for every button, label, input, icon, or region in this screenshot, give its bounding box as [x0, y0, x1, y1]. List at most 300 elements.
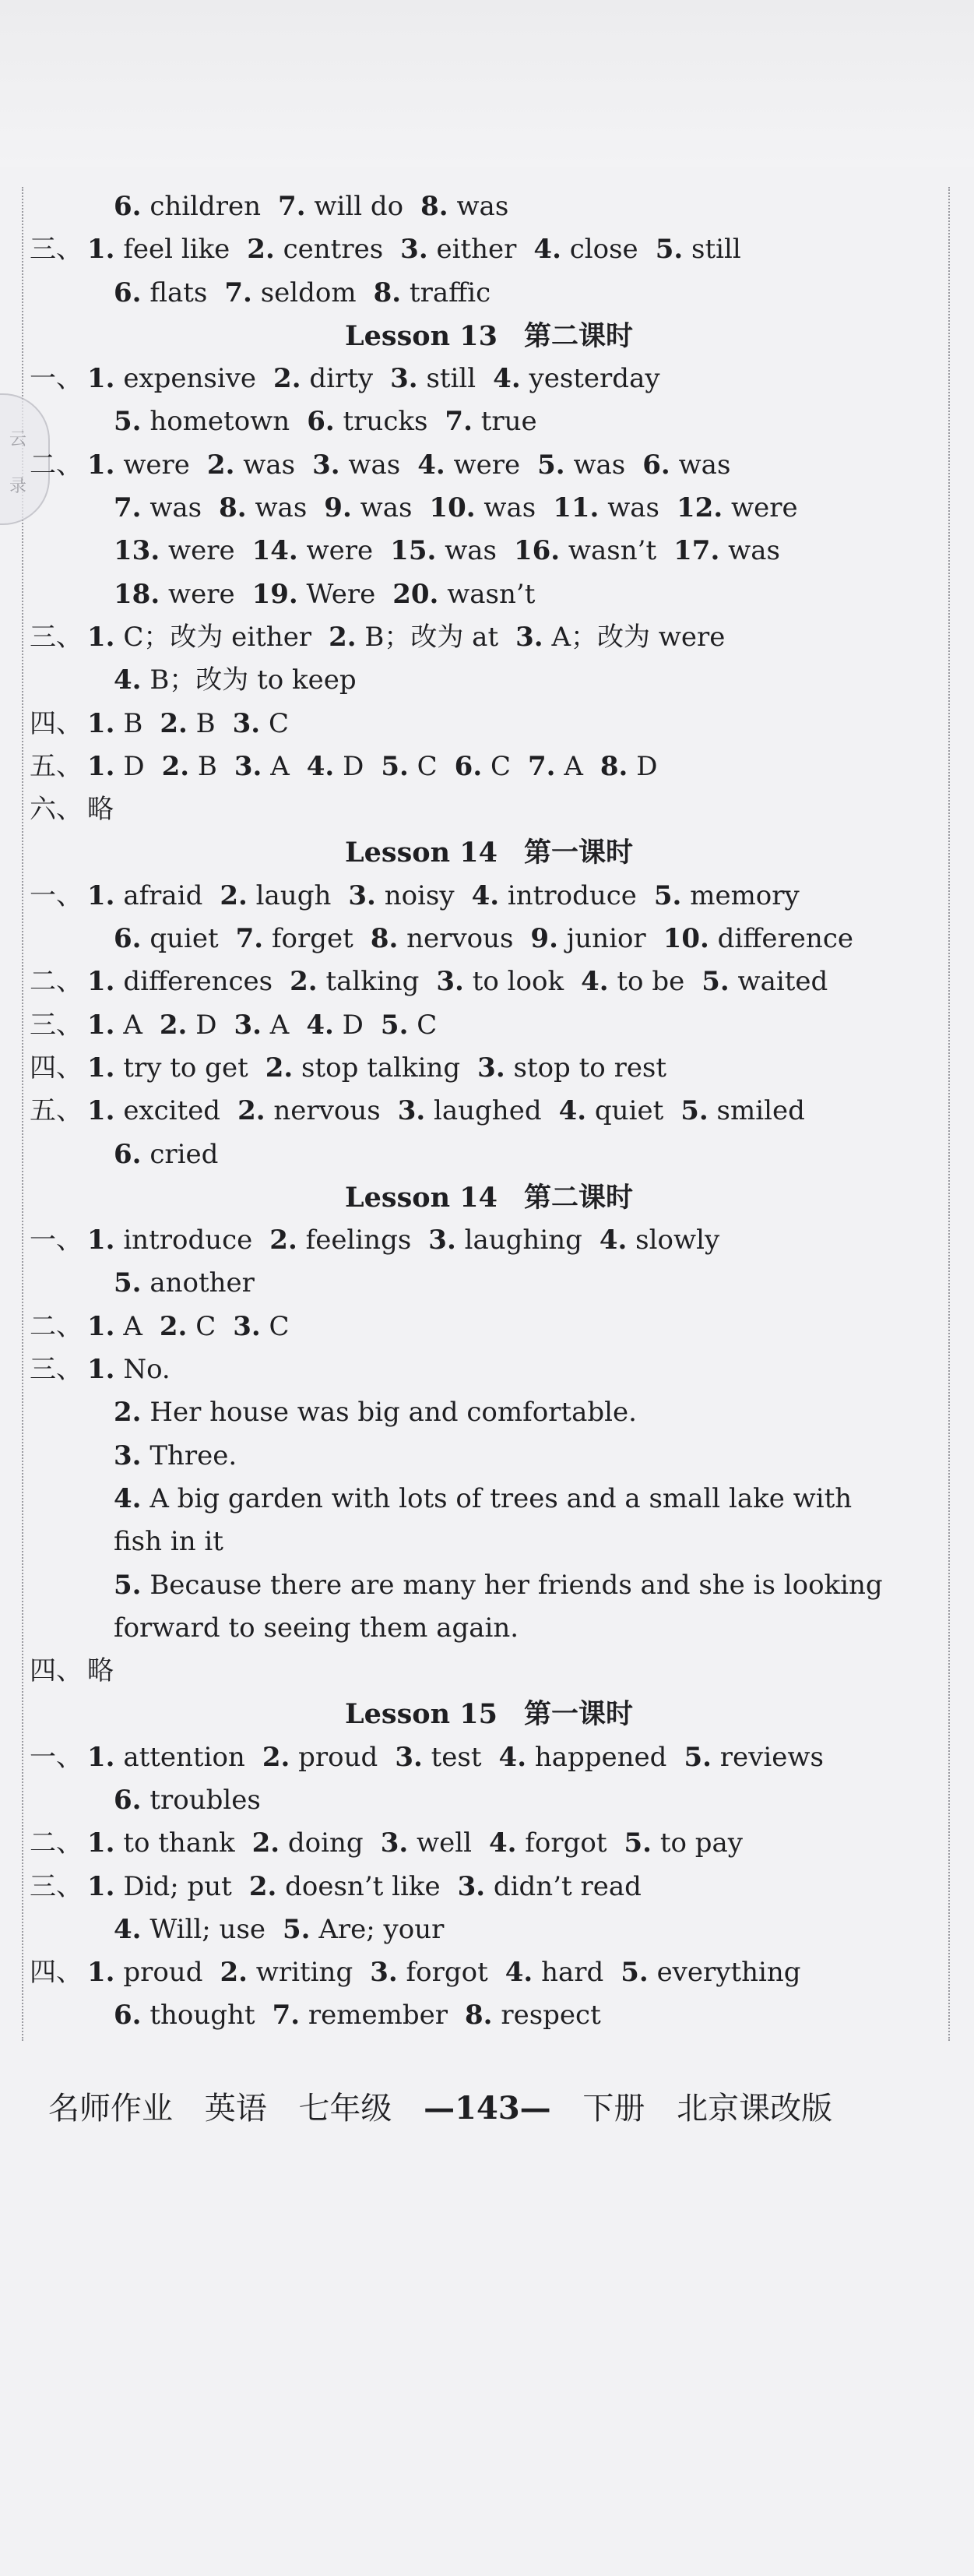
question-number: 1. [87, 363, 115, 395]
section-label: 一、 [30, 1741, 83, 1773]
answer-text: to pay [659, 1827, 744, 1859]
answer-text: 略 [87, 794, 114, 826]
answer-line [30, 400, 948, 443]
question-number: 3. [370, 1957, 398, 1989]
answer-text: D [342, 1009, 364, 1041]
answer-text: wasn’t [447, 578, 536, 610]
question-number: 2. [265, 1052, 294, 1084]
answer-line [30, 530, 948, 573]
question-number: 10. [429, 492, 476, 524]
question-number: 1. [87, 1052, 115, 1084]
answer-text: Because there are many her friends and she is looking [149, 1569, 883, 1601]
answer-text: differences [123, 966, 273, 998]
answer-text: A [123, 1310, 142, 1342]
answer-item [87, 1348, 171, 1391]
answer-line [30, 573, 948, 616]
question-number: 14. [251, 535, 298, 567]
answer-text: Did; put [123, 1870, 232, 1902]
page-number: —143— [424, 2090, 551, 2127]
answer-item [87, 1047, 248, 1090]
answer-text: forget [271, 923, 353, 955]
question-number: 8. [370, 923, 399, 955]
answer-item [87, 1822, 235, 1865]
answer-text: was [360, 492, 413, 524]
answer-text: stop talking [301, 1052, 461, 1084]
answer-text: was [243, 449, 296, 481]
answer-text: happened [534, 1741, 667, 1773]
answer-item [265, 1047, 460, 1090]
answer-text: writing [255, 1957, 353, 1989]
answer-line [30, 272, 948, 315]
question-number: 2. [262, 1741, 290, 1773]
answer-item [663, 918, 853, 960]
question-number: 3. [348, 879, 376, 911]
answer-item [428, 1219, 582, 1262]
answer-item [114, 1779, 261, 1822]
answer-text: cried [149, 1138, 219, 1170]
answer-item [370, 1951, 488, 1994]
answer-text: well [417, 1827, 472, 1859]
answer-item [114, 1994, 255, 2037]
answer-item [114, 530, 235, 573]
answer-item [420, 185, 508, 228]
question-number: 2. [329, 621, 357, 653]
answer-line [30, 1219, 948, 1262]
question-number: 2. [206, 449, 235, 481]
answer-item [324, 487, 412, 530]
question-number: 6. [114, 1138, 142, 1170]
question-number: 9. [324, 492, 352, 524]
answer-text: try to get [123, 1052, 248, 1084]
answer-item [306, 1004, 364, 1047]
answer-item [87, 358, 256, 400]
answer-text: Three. [149, 1440, 237, 1471]
answer-item [489, 1822, 607, 1865]
answer-item [701, 960, 828, 1003]
answer-item [114, 1435, 237, 1478]
question-number: 3. [428, 1225, 456, 1256]
answer-text: didn’t read [493, 1870, 642, 1902]
answer-text: laugh [255, 879, 332, 911]
question-number: 2. [248, 1870, 277, 1902]
answer-text: attention [123, 1741, 245, 1773]
answer-text: A [269, 1009, 290, 1041]
question-number: 6. [454, 750, 483, 782]
answer-line [30, 1348, 948, 1391]
answer-line [30, 659, 948, 702]
answer-item [87, 1951, 202, 1994]
answer-text: either [436, 234, 517, 266]
answer-item [87, 1306, 142, 1348]
question-number: 1. [87, 750, 115, 782]
question-number: 4. [493, 363, 521, 395]
answer-item [87, 1090, 220, 1133]
answer-item [381, 1004, 437, 1047]
question-number: 2. [114, 1397, 142, 1429]
question-number: 3. [400, 234, 428, 266]
answer-item [114, 1478, 852, 1521]
answer-item [114, 185, 261, 228]
question-number: 1. [87, 879, 115, 911]
answer-line [30, 960, 948, 1003]
section-label: 四、 [30, 1957, 83, 1989]
question-number: 5. [624, 1827, 652, 1859]
answer-line [30, 1133, 948, 1176]
question-number: 6. [307, 406, 335, 438]
answer-text: forgot [525, 1827, 607, 1859]
question-number: 3. [234, 750, 262, 782]
answer-text: trucks [343, 406, 428, 438]
answer-text: yesterday [529, 363, 660, 395]
answer-text: D [195, 1009, 217, 1041]
answer-text: excited [123, 1095, 221, 1127]
answer-item [515, 616, 725, 659]
answer-text: true [480, 406, 537, 438]
page-footer [48, 2084, 832, 2128]
answer-text: was [445, 535, 497, 567]
question-number: 4. [498, 1741, 527, 1773]
lesson-title: Lesson 14 [345, 837, 498, 869]
question-number: 2. [159, 1009, 188, 1041]
lesson-section: 第二课时 [523, 319, 633, 352]
answer-item [273, 358, 373, 400]
question-number: 4. [417, 449, 445, 481]
answer-text: C [490, 750, 511, 782]
answer-text: were [730, 492, 798, 524]
answer-text: respect [501, 2000, 601, 2032]
question-number: 2. [290, 966, 318, 998]
answer-item [381, 745, 437, 788]
answer-item [654, 875, 800, 918]
section-label: 二、 [30, 449, 83, 481]
answer-item [220, 1951, 353, 1994]
section-label: 一、 [30, 363, 83, 395]
question-number: 5. [537, 449, 565, 481]
answer-item [87, 228, 230, 271]
question-number: 10. [663, 923, 709, 955]
answer-item [234, 1004, 289, 1047]
answer-line [30, 1564, 948, 1607]
answer-item [269, 1219, 411, 1262]
answer-line [30, 875, 948, 918]
question-number: 1. [87, 966, 115, 998]
stamp-char: 录 [9, 477, 27, 496]
answer-item [114, 1521, 223, 1563]
question-number: 1. [87, 1225, 115, 1256]
question-number: 7. [224, 277, 252, 308]
question-number: 2. [160, 707, 188, 739]
answer-line [30, 1521, 948, 1563]
answer-text: another [149, 1267, 255, 1299]
question-number: 3. [436, 966, 464, 998]
answer-item [114, 487, 202, 530]
section-label: 四、 [30, 1655, 83, 1687]
question-number: 5. [653, 879, 682, 911]
answer-item [477, 1047, 666, 1090]
question-number: 4. [471, 879, 500, 911]
answer-text: introduce [123, 1225, 253, 1256]
answer-text: to be [617, 966, 685, 998]
answer-text: dirty [309, 363, 374, 395]
question-number: 6. [114, 191, 142, 222]
lesson-section: 第二课时 [523, 1181, 633, 1214]
question-number: 5. [283, 1913, 311, 1945]
answer-line [30, 1908, 948, 1951]
question-number: 3. [477, 1052, 505, 1084]
section-label: 四、 [30, 707, 83, 739]
question-number: 4. [306, 750, 335, 782]
question-number: 3. [397, 1095, 426, 1127]
answer-item [395, 1736, 481, 1779]
answer-text: D [636, 750, 658, 782]
question-number: 4. [114, 1913, 142, 1945]
answer-text: quiet [149, 923, 219, 955]
question-number: 2. [237, 1095, 265, 1127]
question-number: 19. [251, 578, 298, 610]
question-number: 4. [114, 664, 142, 696]
question-number: 9. [530, 923, 558, 955]
question-number: 6. [642, 449, 670, 481]
question-number: 2. [273, 363, 301, 395]
section-label: 一、 [30, 1225, 83, 1256]
answer-text: was [573, 449, 626, 481]
answer-text: smiled [716, 1095, 805, 1127]
answer-text: slowly [635, 1225, 720, 1256]
question-number: 12. [677, 492, 723, 524]
question-number: 8. [600, 750, 628, 782]
question-number: 5. [680, 1095, 709, 1127]
answer-item [581, 960, 684, 1003]
question-number: 8. [465, 2000, 493, 2032]
answer-text: C [417, 750, 438, 782]
answer-text: feel like [123, 234, 230, 266]
answer-item [533, 228, 638, 271]
answer-text: proud [123, 1957, 203, 1989]
footer-book: 名师作业 [48, 2091, 173, 2127]
question-number: 5. [684, 1741, 712, 1773]
answer-item [312, 444, 400, 487]
answer-item [680, 1090, 805, 1133]
answer-content [30, 185, 948, 2038]
question-number: 8. [219, 492, 247, 524]
answer-text: afraid [123, 879, 203, 911]
answer-item [87, 616, 311, 659]
answer-item [87, 1650, 114, 1693]
question-number: 6. [114, 1784, 142, 1816]
answer-text: C [268, 707, 289, 739]
question-number: 2. [220, 1957, 248, 1989]
question-number: 7. [114, 492, 142, 524]
question-number: 4. [306, 1009, 334, 1041]
answer-line [30, 358, 948, 400]
question-number: 7. [235, 923, 264, 955]
answer-line [30, 228, 948, 271]
question-number: 4. [599, 1225, 628, 1256]
answer-text: hometown [149, 406, 290, 438]
answer-item [417, 444, 520, 487]
answer-item [553, 487, 659, 530]
answer-line [30, 918, 948, 960]
answer-item [233, 1306, 289, 1348]
answer-text: still [426, 363, 476, 395]
section-label: 二、 [30, 1827, 83, 1859]
question-number: 1. [87, 1827, 115, 1859]
answer-text: C [417, 1009, 438, 1041]
question-number: 3. [457, 1870, 486, 1902]
answer-item [677, 487, 798, 530]
footer-edition: 北京课改版 [677, 2091, 833, 2127]
answer-text: children [149, 191, 262, 222]
answer-text: No. [123, 1354, 171, 1386]
answer-item [220, 875, 331, 918]
question-number: 7. [445, 406, 473, 438]
answer-item [114, 1133, 218, 1176]
question-number: 4. [488, 1827, 517, 1859]
answer-line [30, 1779, 948, 1822]
answer-item [307, 745, 364, 788]
answer-text: to look [472, 966, 564, 998]
answer-item [114, 659, 357, 702]
answer-text: forward to seeing them again. [114, 1612, 519, 1644]
question-number: 7. [278, 191, 306, 222]
question-number: 17. [673, 535, 720, 567]
answer-item [600, 745, 658, 788]
answer-item [559, 1090, 664, 1133]
section-label: 六、 [30, 794, 83, 826]
question-number: 6. [114, 923, 142, 955]
answer-text: thought [149, 2000, 255, 2032]
question-number: 2. [247, 234, 275, 266]
question-number: 1. [87, 707, 115, 739]
answer-text: A big garden with lots of trees and a small lake with [149, 1482, 853, 1514]
question-number: 6. [114, 277, 142, 308]
answer-item [87, 1004, 142, 1047]
answer-text: doing [287, 1827, 364, 1859]
question-number: 5. [114, 406, 142, 438]
answer-text: B [197, 750, 217, 782]
section-label: 二、 [30, 966, 83, 998]
question-number: 3. [380, 1827, 409, 1859]
answer-item [537, 444, 625, 487]
answer-text: centres [283, 234, 384, 266]
answer-item [162, 745, 217, 788]
answer-text: will do [314, 191, 404, 222]
answer-item [278, 185, 403, 228]
question-number: 3. [515, 621, 543, 653]
answer-text: close [569, 234, 638, 266]
answer-item [114, 1564, 883, 1607]
answer-text: was [607, 492, 660, 524]
answer-line [30, 1994, 948, 2037]
question-number: 5. [381, 750, 409, 782]
answer-item [493, 358, 659, 400]
answer-item [600, 1219, 719, 1262]
answer-line [30, 745, 948, 788]
answer-text: were [453, 449, 521, 481]
answer-line [30, 703, 948, 745]
section-label: 三、 [30, 1354, 83, 1386]
answer-line [30, 1047, 948, 1090]
answer-text: Her house was big and comfortable. [149, 1397, 637, 1429]
answer-line [30, 1090, 948, 1133]
answer-line [30, 1004, 948, 1047]
question-number: 5. [114, 1267, 142, 1299]
answer-item [252, 1822, 364, 1865]
answer-item [247, 228, 383, 271]
answer-line [30, 1391, 948, 1434]
answer-item [398, 1090, 542, 1133]
question-number: 1. [87, 1354, 115, 1386]
section-label: 三、 [30, 1009, 83, 1041]
answer-text: reviews [719, 1741, 824, 1773]
answer-item [252, 530, 374, 573]
answer-text: nervous [406, 923, 514, 955]
answer-item [273, 1994, 448, 2037]
question-number: 5. [114, 1569, 142, 1601]
question-number: 1. [87, 1741, 115, 1773]
answer-line [30, 1736, 948, 1779]
answer-item [455, 745, 511, 788]
answer-text: Will; use [149, 1913, 266, 1945]
answer-text: still [691, 234, 741, 266]
answer-item [642, 444, 730, 487]
answer-text: noisy [384, 879, 455, 911]
answer-text: difference [717, 923, 853, 955]
question-number: 3. [395, 1741, 423, 1773]
section-label: 二、 [30, 1310, 83, 1342]
answer-text: A [270, 750, 290, 782]
answer-text: A [564, 750, 583, 782]
question-number: 3. [234, 1009, 262, 1041]
page-top-blank [0, 0, 974, 167]
question-number: 2. [251, 1827, 280, 1859]
answer-text: B [123, 707, 143, 739]
answer-item [160, 1306, 216, 1348]
answer-item [219, 487, 307, 530]
answer-item [499, 1736, 667, 1779]
answer-item [87, 1736, 245, 1779]
question-number: 4. [533, 234, 561, 266]
answer-item [307, 400, 427, 443]
lesson-heading [30, 315, 948, 358]
answer-item [429, 487, 536, 530]
answer-text: fish in it [114, 1526, 223, 1558]
answer-text: A；改为 were [551, 621, 726, 653]
answer-item [233, 703, 289, 745]
answer-text: forgot [406, 1957, 488, 1989]
answer-text: expensive [123, 363, 257, 395]
answer-item [390, 530, 497, 573]
section-label: 一、 [30, 879, 83, 911]
answer-item [236, 918, 353, 960]
section-label: 三、 [30, 234, 83, 266]
question-number: 4. [581, 966, 609, 998]
answer-line [30, 1951, 948, 1994]
question-number: 2. [220, 879, 248, 911]
question-number: 2. [159, 1310, 188, 1342]
question-number: 2. [161, 750, 190, 782]
answer-item [514, 530, 656, 573]
answer-line [30, 1607, 948, 1650]
answer-item [262, 1736, 378, 1779]
answer-text: flats [149, 277, 208, 308]
section-label: 三、 [30, 1870, 83, 1902]
answer-line [30, 788, 948, 831]
answer-text: junior [566, 923, 646, 955]
answer-text: laughing [464, 1225, 582, 1256]
question-number: 11. [553, 492, 600, 524]
question-number: 1. [87, 449, 115, 481]
